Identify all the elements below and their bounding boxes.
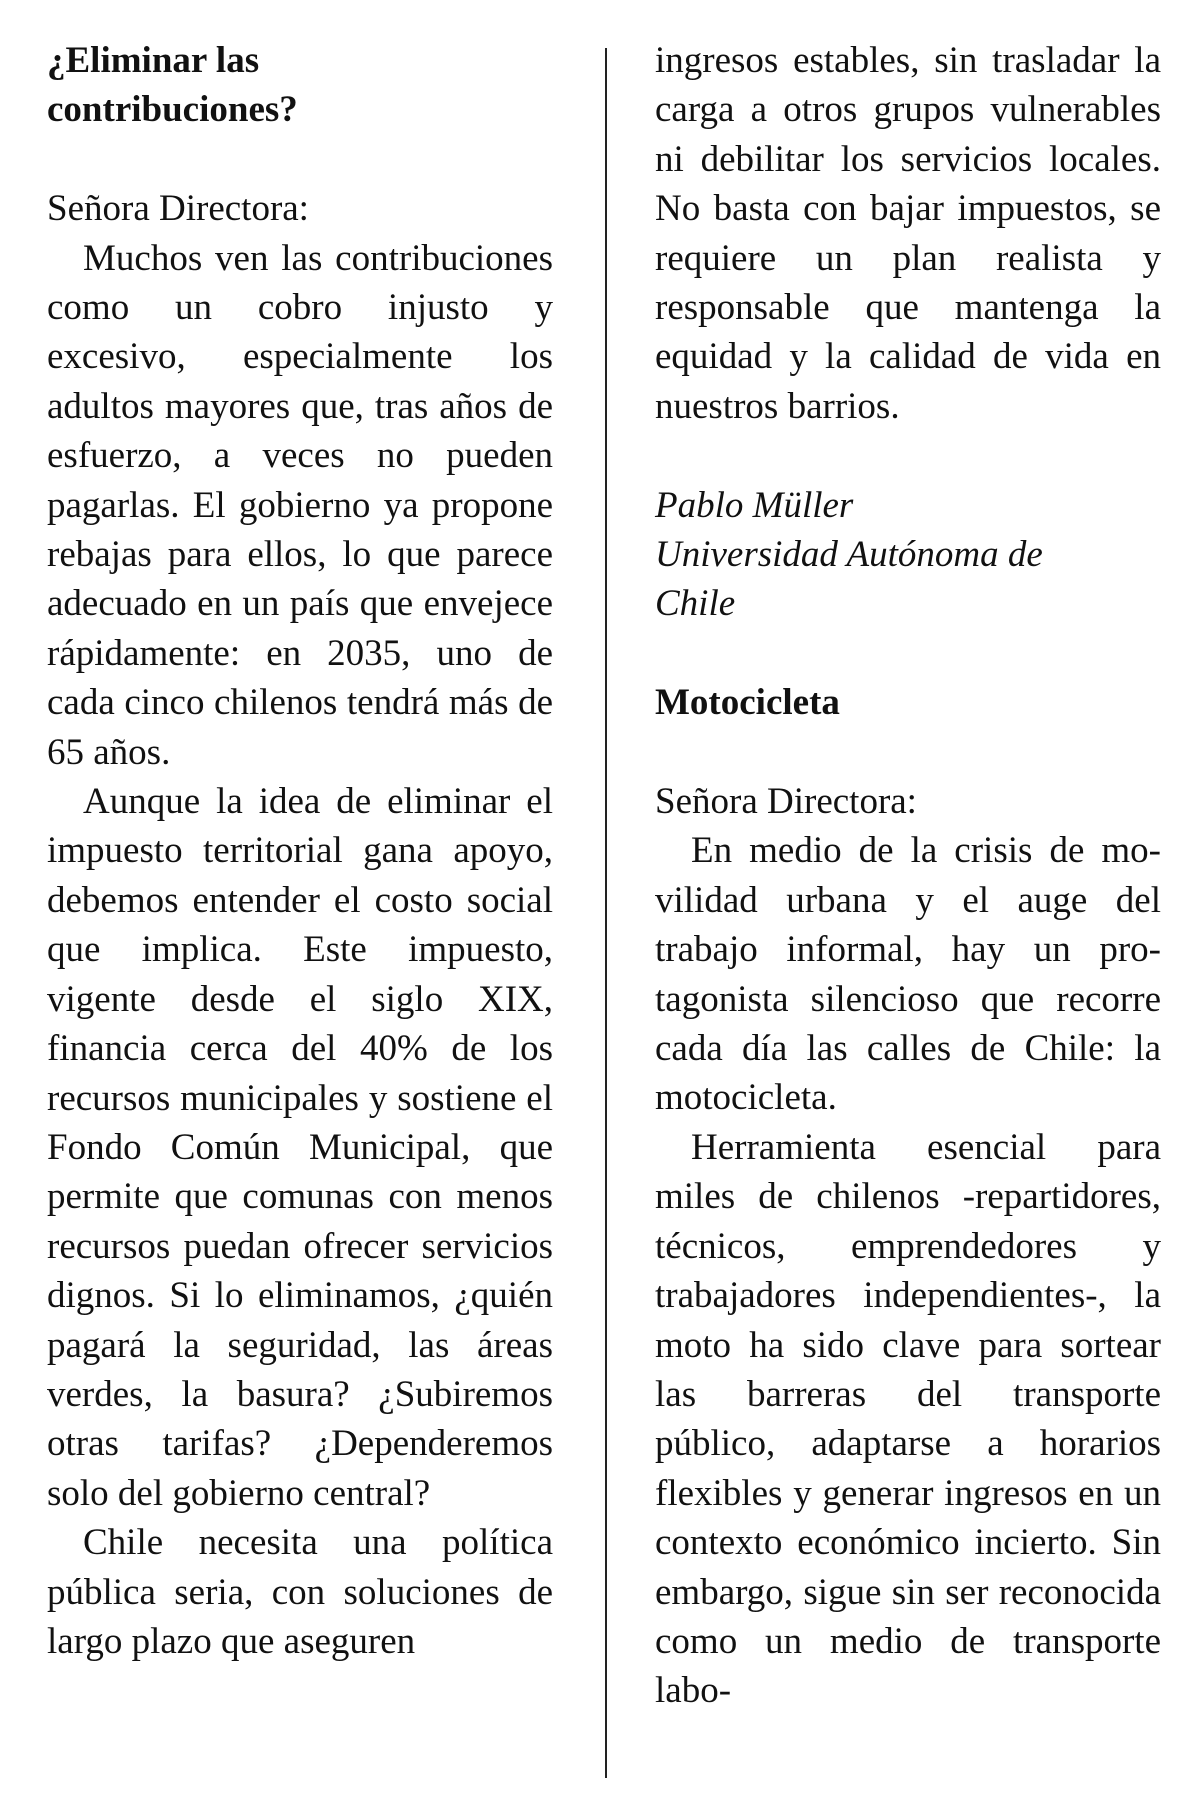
left-column — [47, 36, 553, 1666]
letter-paragraph: En medio de la crisis de movilidad urbana y el auge del trabajo informal, hay un protagonista silencioso que recorre cada día las calles de Chile: la motocicleta. — [655, 830, 1161, 1119]
letter-paragraph: Muchos ven las contribuciones como un cobro injusto y excesivo, especialmente los adultos mayores que, tras años de esfuerzo, a veces no pueden pagarlas. El gobierno ya propone rebajas para ellos, lo que parece adecuado en un país que envejece rápidamente: en 2035, uno de cada cinco chilenos tendrá más de 65 años. — [47, 237, 553, 773]
letter-paragraph: Chile necesita una política pública seria, con soluciones de largo plazo que aseguren — [47, 1522, 553, 1662]
letter-headline-contribuciones — [47, 36, 553, 135]
column-divider — [605, 48, 607, 1778]
letter-salutation: Señora Directora: — [655, 781, 917, 823]
signature-affiliation-line-1: Universidad Autónoma de — [655, 534, 1043, 576]
signature-affiliation-line-2: Chile — [655, 583, 736, 625]
right-column — [655, 36, 1161, 1716]
letter-paragraph: Herramienta esencial para miles de chilenos -repartidores, técnicos, emprendedores y trabajadores independientes-, la moto ha sido clave para sortear las barreras del transporte público, adaptarse a horarios flexibles y generar ingresos en un contexto económico incierto. Sin embargo, sigue sin ser reconocida como un medio de transporte labo- — [655, 1126, 1161, 1712]
letter-salutation: Señora Directora: — [47, 188, 309, 230]
headline-line-1: ¿Eliminar las — [47, 40, 260, 81]
letter-paragraph: Aunque la idea de eliminar el impuesto territorial gana apoyo, debemos entender el costo social que implica. Este impuesto, vigente desde el siglo XIX, financia cerca del 40% de los recursos municipales y sostiene el Fondo Común Municipal, que permite que comunas con menos recursos puedan ofrecer servicios dignos. Si lo eliminamos, ¿quién pagará la seguridad, las áreas verdes, la basura? ¿Subiremos otras tarifas? ¿Dependeremos solo del gobierno central? — [47, 781, 553, 1514]
headline-line-2: contribuciones? — [47, 89, 298, 131]
letter-headline-motocicleta: Motocicleta — [655, 682, 840, 724]
signature-name: Pablo Müller — [655, 484, 854, 526]
letter-signature — [655, 481, 1161, 629]
letter-paragraph-continuation: ingresos estables, sin trasladar la carga a otros grupos vulnerables ni debilitar los servicios locales. No basta con bajar impuestos, se requiere un plan realista y responsable que mantenga la equidad y la calidad de vida en nuestros barrios. — [655, 40, 1161, 427]
